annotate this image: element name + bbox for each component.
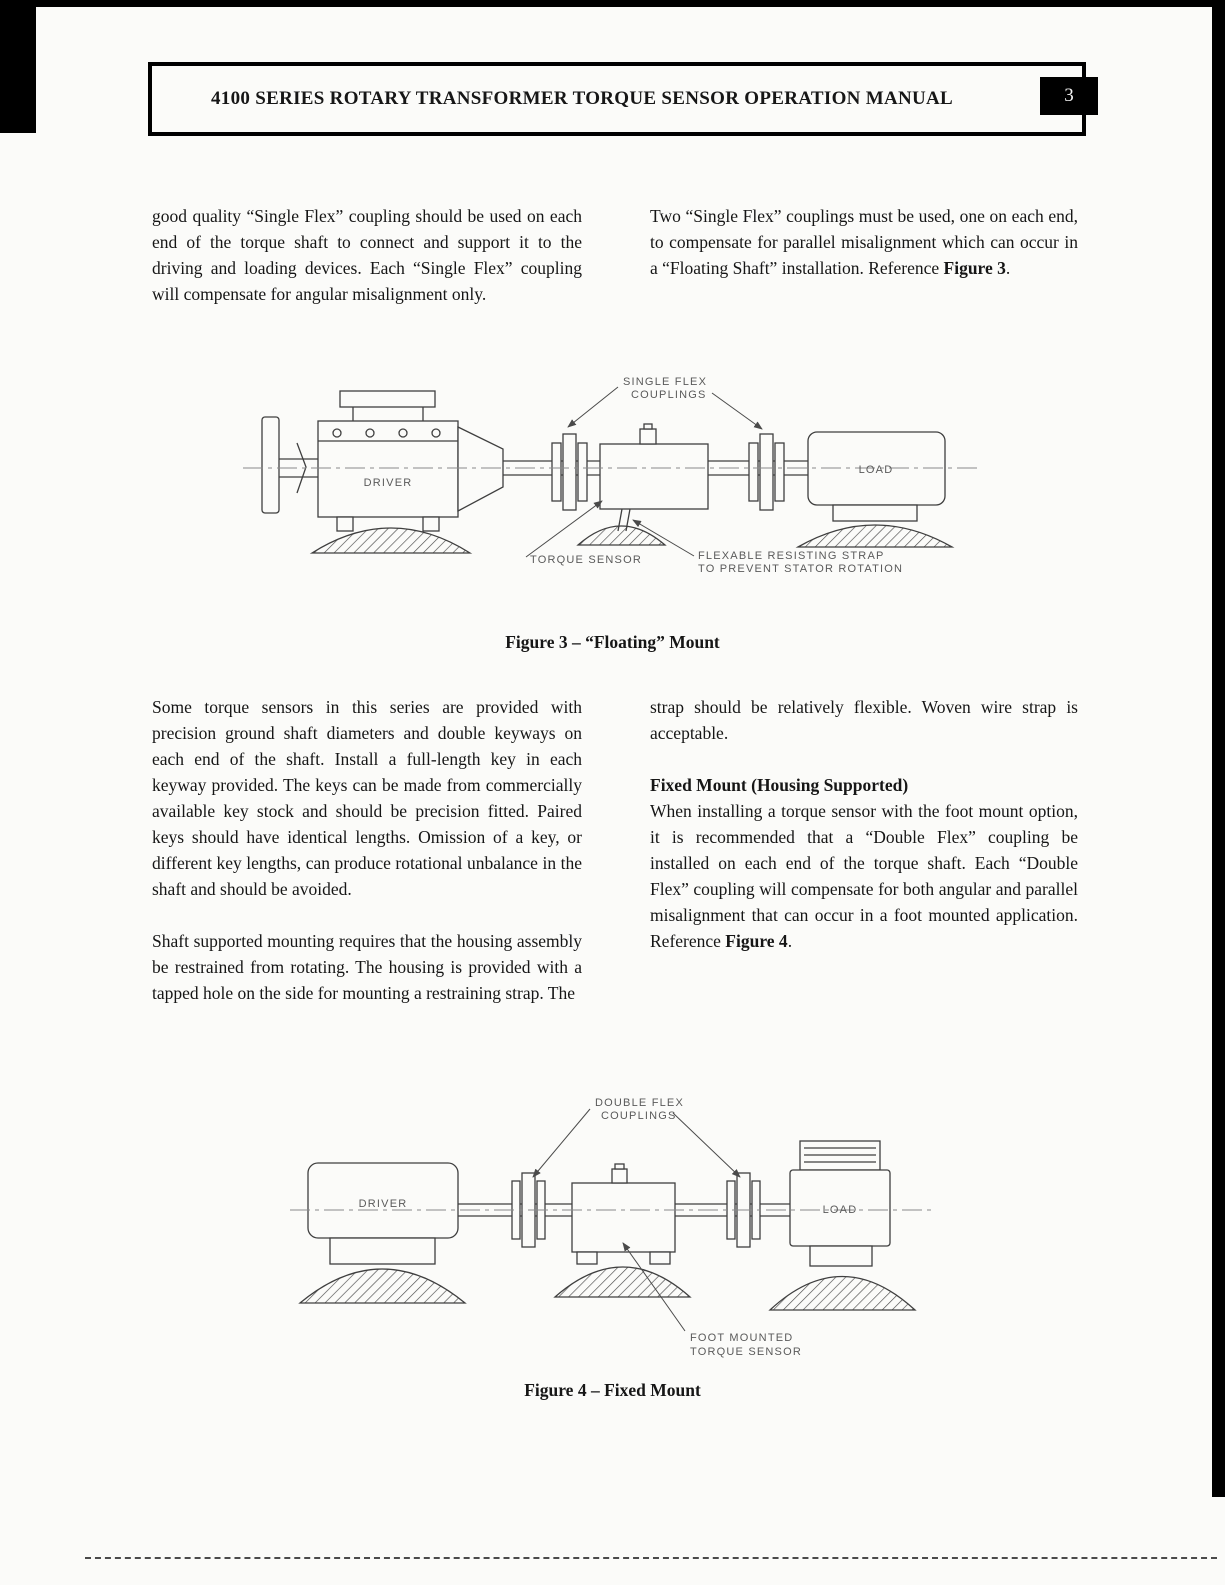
paragraph-keyways: Some torque sensors in this series are provided with precision ground shaft diameters and double keyways on each end of the shaft. Install a full-length key in each keyway provided. The keys can be made from commercially available key stock and should be precision fitted. Paired keys should have identical lengths. Omission of a key, or different key lengths, can produce rotational unbalance in the shaft and should be avoided.	[152, 697, 582, 899]
single-flex-coupling-right	[749, 434, 784, 510]
paragraph-shaft-supported: Shaft supported mounting requires that the housing assembly be restrained from rotating. The housing is provided with a tapped hole on the side for mounting a restraining strap. The	[152, 931, 582, 1003]
hatch-mound	[578, 526, 665, 545]
scan-artifact-right	[1212, 0, 1225, 1497]
label-double-flex-couplings: DOUBLE FLEX	[595, 1097, 685, 1109]
page-title: 4100 SERIES ROTARY TRANSFORMER TORQUE SENSOR OPERATION MANUAL	[210, 88, 954, 109]
label-single-flex-couplings: SINGLE FLEX	[623, 376, 708, 388]
section1-left-column	[152, 203, 582, 307]
header-box	[148, 62, 1086, 136]
paragraph-text: Two “Single Flex” couplings must be used, one on each end, to compensate for parallel misalignment which can occur in a “Floating Shaft” installation. Reference	[650, 206, 1078, 278]
figure4-diagram	[285, 1085, 945, 1380]
label-load: LOAD	[858, 464, 894, 476]
paragraph-single-flex-right	[650, 203, 1078, 281]
label-load: LOAD	[822, 1204, 858, 1216]
foot-mounted-torque-sensor-drawing	[555, 1164, 690, 1297]
label-foot-mounted-sensor: FOOT MOUNTED	[690, 1332, 794, 1344]
hatch-mound	[770, 1277, 915, 1311]
leader-line	[533, 1109, 590, 1177]
figure3-diagram	[185, 355, 1025, 600]
label-driver: DRIVER	[363, 477, 413, 489]
figure4-caption: Figure 4 – Fixed Mount	[524, 1380, 701, 1400]
hatch-mound	[312, 528, 470, 553]
section1-right-column	[650, 203, 1078, 281]
paragraph-text: When installing a torque sensor with the foot mount option, it is recommended that a “Double Flex” coupling be installed on each end of the torque shaft. Each “Double Flex” coupling will compensate for both angular and parallel misalignment that can occur in a foot mounted application. Reference	[650, 801, 1078, 951]
figure4-drawing	[285, 1085, 945, 1375]
driver-motor-drawing	[312, 391, 503, 553]
torque-sensor-drawing	[578, 424, 708, 545]
driver-drawing	[300, 1163, 465, 1303]
section2-left-column	[152, 694, 582, 1006]
fixed-mount-heading: Fixed Mount (Housing Supported)	[650, 775, 909, 795]
label-resisting-strap: TO PREVENT STATOR ROTATION	[698, 563, 904, 575]
section2-right-column	[650, 694, 1078, 954]
paragraph-single-flex-left: good quality “Single Flex” coupling should be used on each end of the torque shaft to connect and support it to the driving and loading devices. Each “Single Flex” coupling will compensate for angular misalignment only.	[152, 206, 582, 304]
label-foot-mounted-sensor: TORQUE SENSOR	[690, 1346, 802, 1358]
paragraph-fixed-mount	[650, 798, 1078, 954]
leader-line	[673, 1113, 740, 1177]
leader-line	[712, 393, 762, 429]
single-flex-coupling-left	[552, 434, 587, 510]
figure3-drawing	[185, 355, 1025, 595]
paragraph-strap: strap should be relatively flexible. Woven wire strap is acceptable.	[650, 697, 1078, 743]
flywheel-drawing	[262, 417, 318, 513]
load-drawing	[770, 1141, 915, 1310]
hatch-mound	[300, 1269, 465, 1303]
label-double-flex-couplings: COUPLINGS	[601, 1110, 677, 1122]
label-driver: DRIVER	[358, 1198, 408, 1210]
page-number-badge: 3	[1040, 77, 1098, 115]
label-resisting-strap: FLEXABLE RESISTING STRAP	[698, 550, 885, 562]
figure3-reference: Figure 3	[943, 258, 1006, 278]
load-drawing	[798, 432, 952, 547]
label-torque-sensor: TORQUE SENSOR	[530, 554, 642, 566]
figure3-caption: Figure 3 – “Floating” Mount	[505, 632, 720, 652]
scan-artifact-left	[0, 0, 36, 133]
paragraph-text: .	[787, 931, 793, 951]
figure4-reference: Figure 4	[725, 931, 788, 951]
hatch-mound	[555, 1267, 690, 1297]
scan-artifact-bottom-rule	[85, 1557, 1217, 1559]
hatch-mound	[798, 525, 952, 547]
paragraph-text: .	[1005, 258, 1011, 278]
leader-line	[568, 387, 618, 427]
scan-artifact-top	[0, 0, 1225, 7]
label-single-flex-couplings: COUPLINGS	[631, 389, 707, 401]
